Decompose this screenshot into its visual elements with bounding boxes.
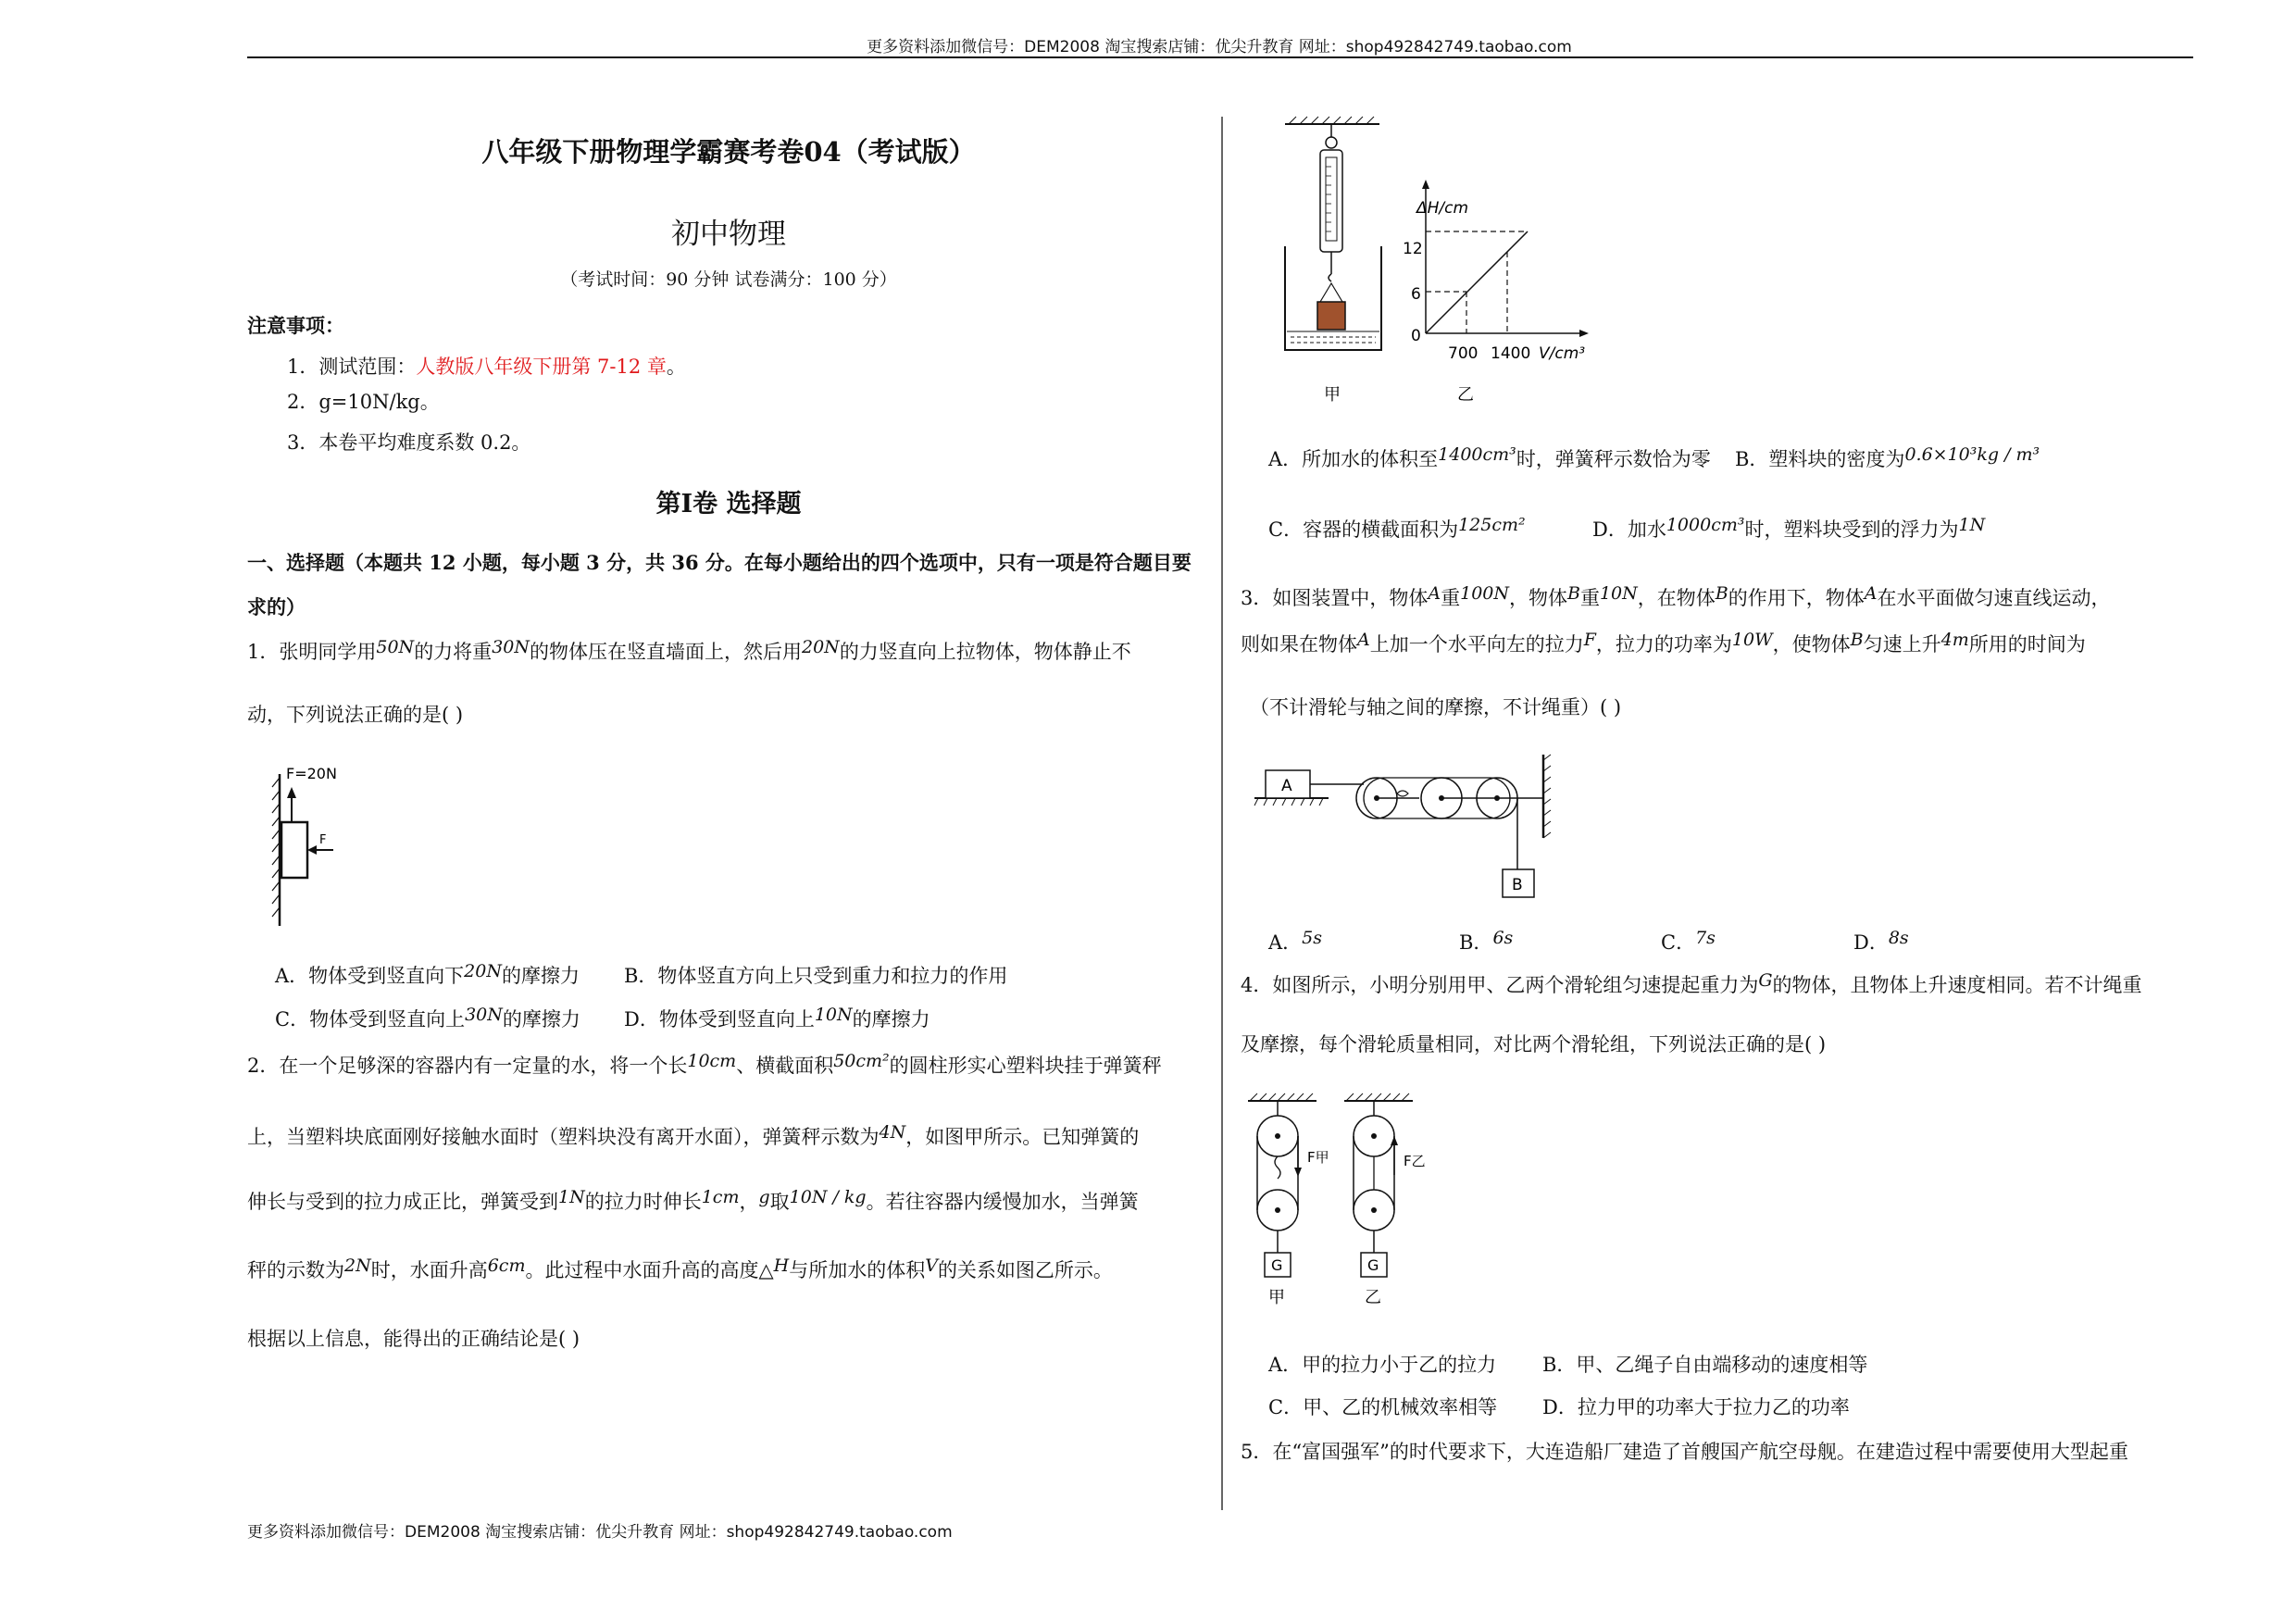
q2-option-a-text: A．所加水的体积至 <box>1268 448 1439 470</box>
q2-line1 <box>247 1051 1162 1079</box>
note-2: 2．g=10N/kg。 <box>287 391 440 413</box>
q1-option-c-text2: 的摩擦力 <box>502 1008 580 1031</box>
q1-text-d: 的力竖直向上拉物体，物体静止不 <box>839 641 1131 663</box>
exam-meta: （考试时间：90 分钟 试卷满分：100 分） <box>560 269 897 290</box>
q2-line2 <box>247 1122 1139 1150</box>
q2-option-a-text2: 时，弹簧秤示数恰为零 <box>1516 448 1711 470</box>
q2-text-4e: 的关系如图乙所示。 <box>937 1259 1113 1281</box>
q4-fig-g1: G <box>1271 1256 1283 1274</box>
q2-text-4b: 时，水面升高 <box>370 1259 488 1281</box>
q2-line3 <box>247 1187 1139 1215</box>
q2-text-1c: 的圆柱形实心塑料块挂于弹簧秤 <box>889 1055 1162 1077</box>
q3-math-10w: 10W <box>1731 630 1773 650</box>
q3-line1 <box>1241 583 2110 611</box>
q2-graph-x700: 700 <box>1448 344 1479 363</box>
notes-heading: 注意事项： <box>247 314 344 337</box>
q3-figure <box>1254 755 1588 912</box>
q2-fig-jia-label: 甲 <box>1324 385 1341 405</box>
note-1-prefix: 1．测试范围： <box>287 356 417 378</box>
q3-option-c-text: C． <box>1661 931 1696 954</box>
q3-option-c[interactable] <box>1661 928 1716 956</box>
q3-text-2f: 所用的时间为 <box>1968 633 2086 656</box>
q2-figure-yi-graph <box>1403 167 1592 417</box>
page-footer: 更多资料添加微信号：DEM2008 淘宝搜索店铺：优尖升教育 网址：shop492842749.taobao.com <box>247 1523 953 1542</box>
q3-line2 <box>1241 630 2086 657</box>
note-1-range: 人教版八年级下册第 7-12 章 <box>416 356 667 378</box>
q1-option-a-text2: 的摩擦力 <box>501 965 580 987</box>
q2-option-d-math2: 1N <box>1958 515 1986 535</box>
q1-text-c: 的物体压在竖直墙面上，然后用 <box>530 641 802 663</box>
q3-option-b-text: B． <box>1459 931 1493 954</box>
q2-graph-y0: 0 <box>1411 327 1421 345</box>
q3-option-b[interactable] <box>1459 928 1513 956</box>
note-1 <box>287 352 686 380</box>
q2-text-3c: ， <box>739 1191 759 1213</box>
q2-graph-x1400: 1400 <box>1491 344 1531 363</box>
q2-option-b-math: 0.6×10³kg / m³ <box>1904 444 2040 465</box>
q2-text-4a: 秤的示数为 <box>247 1259 344 1281</box>
q2-option-c[interactable] <box>1268 515 1526 543</box>
q4-math-g: G <box>1758 970 1773 991</box>
section-title: 第Ⅰ卷 选择题 <box>655 490 802 518</box>
q1-fig-label-top: F=20N <box>286 765 337 782</box>
q1-option-c[interactable] <box>275 1005 580 1032</box>
q2-option-c-text: C．容器的横截面积为 <box>1268 518 1459 541</box>
q3-option-d-text: D． <box>1853 931 1889 954</box>
q4-figure <box>1241 1088 1454 1315</box>
q4-option-c[interactable]: C．甲、乙的机械效率相等 <box>1268 1396 1498 1418</box>
q3-option-c-math: 7s <box>1695 928 1716 948</box>
q2-graph-xlabel: V/cm³ <box>1539 344 1586 363</box>
q3-text-1d: 重 <box>1579 587 1600 609</box>
q3-math-b2: B <box>1715 583 1728 604</box>
q3-math-a: A <box>1428 583 1441 604</box>
q1-option-c-math: 30N <box>465 1005 503 1025</box>
q2-option-d[interactable] <box>1592 515 1985 543</box>
q3-option-a-math: 5s <box>1302 928 1323 948</box>
q2-option-b[interactable] <box>1735 444 2040 472</box>
q1-text-a: 1．张明同学用 <box>247 641 377 663</box>
q4-option-d[interactable]: D．拉力甲的功率大于拉力乙的功率 <box>1542 1396 1850 1418</box>
q1-fig-label-side: F <box>319 833 327 847</box>
q1-option-d[interactable] <box>624 1005 930 1032</box>
q3-math-4m: 4m <box>1940 630 1969 650</box>
part1-line1: 一、选择题（本题共 12 小题，每小题 3 分，共 36 分。在每小题给出的四个选项中，只有一项是符合题目要 <box>247 551 1192 574</box>
q2-graph-ylabel: ΔH/cm <box>1416 199 1469 218</box>
q2-math-1cm: 1cm <box>701 1187 740 1207</box>
column-divider <box>1221 117 1223 1510</box>
q1-math-50n: 50N <box>376 637 415 657</box>
q2-math-2n: 2N <box>344 1255 371 1276</box>
q1-math-20n: 20N <box>802 637 840 657</box>
q3-math-b: B <box>1567 583 1580 604</box>
q2-text-1b: 、横截面积 <box>736 1055 834 1077</box>
note-3: 3．本卷平均难度系数 0.2。 <box>287 431 531 454</box>
q4-line2: 及摩擦，每个滑轮质量相同，对比两个滑轮组，下列说法正确的是( ) <box>1241 1033 1827 1056</box>
q3-option-d-math: 8s <box>1888 928 1909 948</box>
q3-option-b-math: 6s <box>1492 928 1514 948</box>
exam-title: 八年级下册物理学霸赛考卷04（考试版） <box>481 136 976 168</box>
q4-text-1a: 4．如图所示，小明分别用甲、乙两个滑轮组匀速提起重力为 <box>1241 974 1759 996</box>
q2-line5: 根据以上信息，能得出的正确结论是( ) <box>247 1328 580 1350</box>
q4-fig-g2: G <box>1367 1256 1379 1274</box>
q2-math-50cm2: 50cm² <box>833 1051 890 1071</box>
q3-text-1a: 3．如图装置中，物体 <box>1241 587 1429 609</box>
q1-option-a-text: A．物体受到竖直向下 <box>275 965 465 987</box>
q2-option-a[interactable] <box>1268 444 1711 472</box>
q1-option-d-text: D．物体受到竖直向上 <box>624 1008 815 1031</box>
q2-text-3d: 取 <box>769 1191 790 1213</box>
q3-fig-a: A <box>1281 777 1292 795</box>
exam-subtitle: 初中物理 <box>671 218 786 251</box>
q4-fig-f-yi: F乙 <box>1404 1153 1426 1169</box>
q3-math-f: F <box>1583 630 1596 650</box>
q3-text-1c: ，物体 <box>1509 587 1567 609</box>
q2-text-3e: 。若往容器内缓慢加水，当弹簧 <box>866 1191 1139 1213</box>
q1-text-b: 的力将重 <box>414 641 493 663</box>
q2-math-6cm: 6cm <box>487 1255 526 1276</box>
q2-math-1n: 1N <box>558 1187 585 1207</box>
q3-option-a[interactable] <box>1268 928 1322 956</box>
q2-math-h: H <box>773 1255 790 1276</box>
q1-line2: 动，下列说法正确的是( ) <box>247 704 464 726</box>
q4-fig-yi-label: 乙 <box>1365 1288 1381 1307</box>
q2-math-g: g <box>758 1187 770 1207</box>
q2-fig-yi-label: 乙 <box>1457 385 1474 405</box>
q2-option-d-text: D．加水 <box>1592 518 1666 541</box>
q2-option-c-math: 125cm² <box>1458 515 1526 535</box>
q3-math-100n: 100N <box>1460 583 1509 604</box>
q3-text-1g: 在水平面做匀速直线运动， <box>1877 587 2111 609</box>
q2-option-b-text: B．塑料块的密度为 <box>1735 448 1905 470</box>
q2-text-4c: 。此过程中水面升高的高度△ <box>525 1259 774 1281</box>
q2-math-4n: 4N <box>879 1122 906 1143</box>
q1-option-b[interactable]: B．物体竖直方向上只受到重力和拉力的作用 <box>624 965 1008 987</box>
q4-fig-f-jia: F甲 <box>1307 1149 1329 1166</box>
q2-figure-jia <box>1278 117 1416 413</box>
note-1-suffix: 。 <box>666 356 686 378</box>
q3-text-1e: ，在物体 <box>1637 587 1716 609</box>
q4-option-b[interactable]: B．甲、乙绳子自由端移动的速度相等 <box>1542 1354 1868 1376</box>
q3-text-1f: 的作用下，物体 <box>1728 587 1865 609</box>
q2-text-2b: ，如图甲所示。已知弹簧的 <box>905 1126 1140 1148</box>
q3-math-a2: A <box>1864 583 1878 604</box>
q2-text-3a: 伸长与受到的拉力成正比，弹簧受到 <box>247 1191 558 1213</box>
q2-math-v: V <box>925 1255 938 1276</box>
q2-math-10cm: 10cm <box>687 1051 737 1071</box>
q2-option-d-math: 1000cm³ <box>1666 515 1745 535</box>
q1-option-d-text2: 的摩擦力 <box>852 1008 930 1031</box>
q3-option-a-text: A． <box>1268 931 1303 954</box>
q2-graph-y6: 6 <box>1411 285 1421 304</box>
page-header: 更多资料添加微信号：DEM2008 淘宝搜索店铺：优尖升教育 网址：shop492842749.taobao.com <box>867 38 1572 56</box>
q2-text-1a: 2．在一个足够深的容器内有一定量的水，将一个长 <box>247 1055 688 1077</box>
q3-math-a3: A <box>1357 630 1370 650</box>
q2-math-10nkg: 10N / kg <box>789 1187 867 1207</box>
q2-text-3b: 的拉力时伸长 <box>584 1191 702 1213</box>
q2-option-d-text2: 时，塑料块受到的浮力为 <box>1744 518 1959 541</box>
q3-text-2c: ，拉力的功率为 <box>1595 633 1732 656</box>
q1-option-d-math: 10N <box>814 1005 853 1025</box>
q2-line4 <box>247 1255 1113 1283</box>
q2-text-2a: 上，当塑料块底面刚好接触水面时（塑料块没有离开水面），弹簧秤示数为 <box>247 1126 880 1148</box>
q3-math-10n: 10N <box>1599 583 1638 604</box>
q4-text-1b: 的物体，且物体上升速度相同。若不计绳重 <box>1772 974 2142 996</box>
q5-line1: 5．在“富国强军”的时代要求下，大连造船厂建造了首艘国产航空母舰。在建造过程中需要使用大型起重 <box>1241 1441 2128 1463</box>
q1-option-c-text: C．物体受到竖直向上 <box>275 1008 466 1031</box>
q3-text-2a: 则如果在物体 <box>1241 633 1357 656</box>
q3-option-d[interactable] <box>1853 928 1909 956</box>
q1-option-a-math: 20N <box>464 961 502 981</box>
q3-text-2b: 上加一个水平向左的拉力 <box>1369 633 1584 656</box>
q1-figure <box>264 757 366 933</box>
q4-option-a[interactable]: A．甲的拉力小于乙的拉力 <box>1268 1354 1497 1376</box>
part1-line2: 求的） <box>247 595 306 618</box>
q1-math-30n: 30N <box>492 637 530 657</box>
q4-fig-jia-label: 甲 <box>1268 1288 1285 1307</box>
q3-text-2d: ，使物体 <box>1772 633 1851 656</box>
q2-option-a-math: 1400cm³ <box>1438 444 1516 465</box>
header-rule <box>247 56 2193 58</box>
q1-line1 <box>247 637 1131 665</box>
q3-text-1b: 重 <box>1441 587 1461 609</box>
q3-fig-b: B <box>1512 876 1523 894</box>
q4-line1 <box>1241 970 2142 998</box>
q2-text-4d: 与所加水的体积 <box>789 1259 926 1281</box>
q3-math-b3: B <box>1850 630 1864 650</box>
q3-text-2e: 匀速上升 <box>1863 633 1941 656</box>
q1-option-a[interactable] <box>275 961 580 989</box>
q3-line3: （不计滑轮与轴之间的摩擦，不计绳重）( ) <box>1250 696 1622 718</box>
q2-graph-y12: 12 <box>1403 240 1423 258</box>
